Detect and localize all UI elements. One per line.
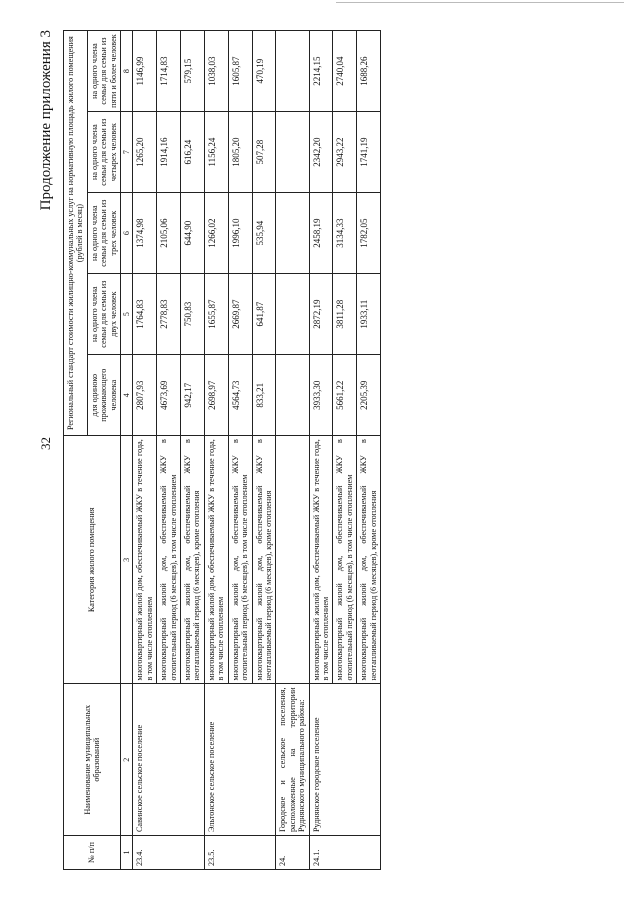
value-cell: 616,24 bbox=[180, 112, 204, 193]
value-cell: 1996,10 bbox=[228, 193, 252, 274]
index-cell: 6 bbox=[121, 193, 133, 274]
header-category: Категория жилого помещения bbox=[64, 436, 121, 684]
index-cell: 4 bbox=[121, 355, 133, 436]
value-cell: 1805,20 bbox=[228, 112, 252, 193]
value-cell bbox=[276, 193, 309, 274]
value-cell: 1266,02 bbox=[204, 193, 228, 274]
value-cell: 2778,83 bbox=[157, 274, 181, 355]
header-name: Наименование муниципальных образований bbox=[64, 684, 121, 836]
housing-category: многоквартирный жилой дом, обеспечиваемый ЖКУ в неотапливаемый период (6 месяцев), кроме отопления bbox=[252, 436, 276, 684]
value-cell: 470,19 bbox=[252, 31, 276, 112]
row-number: 23.5. bbox=[204, 836, 276, 870]
value-cell bbox=[276, 274, 309, 355]
housing-category: многоквартирный жилой дом, обеспечиваемый ЖКУ в течение года, в том числе отоплением bbox=[133, 436, 157, 684]
value-cell: 1688,26 bbox=[357, 31, 381, 112]
value-cell: 2807,93 bbox=[133, 355, 157, 436]
value-cell bbox=[276, 31, 309, 112]
municipality-name: Руднянское городское поселение bbox=[309, 684, 381, 836]
header-sub3: на одного члена семьи для семьи из трех человек bbox=[87, 193, 120, 274]
row-number: 23.4. bbox=[133, 836, 205, 870]
value-cell: 3134,33 bbox=[333, 193, 357, 274]
housing-category: многоквартирный жилой дом, обеспечиваемый ЖКУ в отопительный период (6 месяцев), в том числе отоплением bbox=[333, 436, 357, 684]
index-cell: 7 bbox=[121, 112, 133, 193]
index-cell: 2 bbox=[121, 684, 133, 836]
value-cell: 579,15 bbox=[180, 31, 204, 112]
municipality-name: Эльтонское сельское поселение bbox=[204, 684, 276, 836]
value-cell: 1605,87 bbox=[228, 31, 252, 112]
value-cell: 2342,20 bbox=[309, 112, 333, 193]
tariff-table bbox=[63, 30, 381, 870]
value-cell: 644,90 bbox=[180, 193, 204, 274]
row-number: 24. bbox=[276, 836, 309, 870]
value-cell: 833,21 bbox=[252, 355, 276, 436]
housing-category: многоквартирный жилой дом, обеспечиваемый ЖКУ в отопительный период (6 месяцев), в том числе отоплением bbox=[228, 436, 252, 684]
top-rule bbox=[336, 2, 624, 3]
value-cell: 1038,03 bbox=[204, 31, 228, 112]
value-cell: 3811,28 bbox=[333, 274, 357, 355]
housing-category: многоквартирный жилой дом, обеспечиваемый ЖКУ в неотапливаемый период (6 месяцев), кроме отопления bbox=[180, 436, 204, 684]
table-row bbox=[276, 31, 309, 870]
value-cell: 2205,39 bbox=[357, 355, 381, 436]
value-cell: 1265,20 bbox=[133, 112, 157, 193]
value-cell: 1655,87 bbox=[204, 274, 228, 355]
value-cell: 507,28 bbox=[252, 112, 276, 193]
value-cell: 4673,69 bbox=[157, 355, 181, 436]
page-number: 32 bbox=[38, 437, 53, 450]
table-row bbox=[204, 31, 228, 870]
value-cell: 535,94 bbox=[252, 193, 276, 274]
value-cell: 2105,06 bbox=[157, 193, 181, 274]
housing-category: многоквартирный жилой дом, обеспечиваемый ЖКУ в течение года, в том числе отоплением bbox=[204, 436, 228, 684]
rotated-page bbox=[38, 30, 638, 870]
value-cell: 2698,97 bbox=[204, 355, 228, 436]
header-sub2: на одного члена семьи для семьи из двух человек bbox=[87, 274, 120, 355]
value-cell bbox=[276, 355, 309, 436]
value-cell: 1714,83 bbox=[157, 31, 181, 112]
index-cell: 5 bbox=[121, 274, 133, 355]
value-cell: 1146,99 bbox=[133, 31, 157, 112]
value-cell: 5661,22 bbox=[333, 355, 357, 436]
appendix-caption: Продолжение приложения 3 bbox=[38, 30, 54, 211]
value-cell: 1741,19 bbox=[357, 112, 381, 193]
value-cell: 4564,73 bbox=[228, 355, 252, 436]
index-cell: 1 bbox=[121, 836, 133, 870]
value-cell: 1914,16 bbox=[157, 112, 181, 193]
value-cell: 2214,15 bbox=[309, 31, 333, 112]
value-cell: 1156,24 bbox=[204, 112, 228, 193]
table-row bbox=[309, 31, 333, 870]
value-cell: 2669,87 bbox=[228, 274, 252, 355]
value-cell: 2872,19 bbox=[309, 274, 333, 355]
table-row bbox=[133, 31, 157, 870]
value-cell: 641,87 bbox=[252, 274, 276, 355]
value-cell: 942,17 bbox=[180, 355, 204, 436]
municipality-name: Савинское сельское поселение bbox=[133, 684, 205, 836]
housing-category bbox=[276, 436, 309, 684]
value-cell: 750,83 bbox=[180, 274, 204, 355]
header-sub4: на одного члена семьи для семьи из четырех человек bbox=[87, 112, 120, 193]
housing-category: многоквартирный жилой дом, обеспечиваемый ЖКУ в неотапливаемый период (6 месяцев), кроме отопления bbox=[357, 436, 381, 684]
value-cell: 2740,04 bbox=[333, 31, 357, 112]
value-cell: 2458,19 bbox=[309, 193, 333, 274]
value-cell: 2943,22 bbox=[333, 112, 357, 193]
header-group: Региональный стандарт стоимости жилищно-коммунальных услуг на нормативную площадь жилого помещения (рублей в месяц) bbox=[64, 31, 88, 436]
header-sub1: для одиноко проживающего человека bbox=[87, 355, 120, 436]
value-cell: 1764,83 bbox=[133, 274, 157, 355]
column-index-row bbox=[121, 31, 133, 870]
value-cell: 1374,98 bbox=[133, 193, 157, 274]
row-number: 24.1. bbox=[309, 836, 381, 870]
value-cell bbox=[276, 112, 309, 193]
header-num: № п/п bbox=[64, 836, 121, 870]
index-cell: 3 bbox=[121, 436, 133, 684]
value-cell: 1782,05 bbox=[357, 193, 381, 274]
value-cell: 3933,30 bbox=[309, 355, 333, 436]
housing-category: многоквартирный жилой дом, обеспечиваемый ЖКУ в течение года, в том числе отоплением bbox=[309, 436, 333, 684]
value-cell: 1933,11 bbox=[357, 274, 381, 355]
index-cell: 8 bbox=[121, 31, 133, 112]
municipality-name: Городское и сельское поселения, расположенные на территории Руднянского муниципального района: bbox=[276, 684, 309, 836]
housing-category: многоквартирный жилой дом, обеспечиваемый ЖКУ в отопительный период (6 месяцев), в том числе отоплением bbox=[157, 436, 181, 684]
header-sub5: на одного члена семьи для семьи из пяти и более человек bbox=[87, 31, 120, 112]
